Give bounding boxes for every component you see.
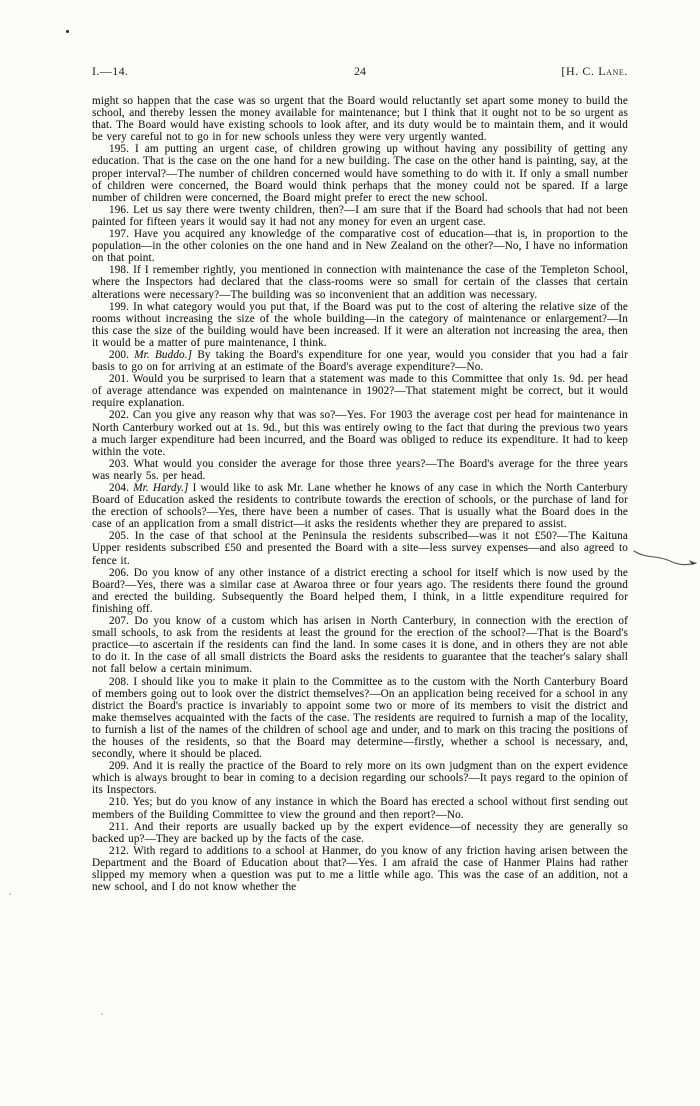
paragraph-211: 211. And their reports are usually backed up by the expert evidence—of necessity they are generally so backed up?—They are backed up by the facts of the case.: [92, 820, 628, 845]
paragraph-195: 195. I am putting an urgent case, of children growing up without having any possibility of getting any education. That is the case on the one hand for a new building. The case on the other hand is painting, say, at the proper interval?—The number of children concerned would have something to do with it. If only a small number of children were concerned, the Board would think perhaps that the money could not be spared. If a large number of children were concerned, the Board might prefer to erect the new school.: [92, 143, 628, 204]
paragraph-209: 209. And it is really the practice of the Board to rely more on its own judgment than on the expert evidence which is always brought to bear in coming to a decision regarding our schools?—It pays regard to the opinion of its Inspectors.: [92, 760, 628, 797]
page-number: 24: [354, 64, 366, 78]
ink-speck: [101, 1013, 104, 1016]
paragraph-201: 201. Would you be surprised to learn that a statement was made to this Committee that only 1s. 9d. per head of average attendance was expended on maintenance in 1902?—That statement might be correct, but it would require explanation.: [92, 373, 628, 410]
paragraph-199: 199. In what category would you put that, if the Board was put to the cost of altering the relative size of the rooms without increasing the size of the whole building—in the category of maintenance or enlargement?—In this case the size of the building would have been increased. If it were an alteration not increasing the area, then it would be a matter of pure maintenance, I think.: [92, 300, 628, 349]
paragraph-210: 210. Yes; but do you know of any instance in which the Board has erected a school without first sending out members of the Building Committee to view the ground and then report?—No.: [92, 796, 628, 821]
speaker-name: Mr. Buddo.]: [134, 348, 193, 361]
paragraph-205: 205. In the case of that school at the Peninsula the residents subscribed—was it not £50?—The Kaituna Upper residents subscribed £50 and presented the Board with a site—less survey expenses—and also agreed to fence it.: [92, 530, 628, 567]
paragraph-203: 203. What would you consider the average for those three years?—The Board's average for the three years was nearly 5s. per head.: [92, 457, 628, 482]
ink-speck: [66, 30, 69, 33]
paragraph-206: 206. Do you know of any other instance of a district erecting a school for itself which is now used by the Board?—Yes, there was a similar case at Awaroa three or four years ago. The residents there found the ground and erected the building. Subsequently the Board helped them, I think, in a little expenditure required for finishing off.: [92, 566, 628, 615]
paragraph-194-continuation: might so happen that the case was so urgent that the Board would reluctantly set apart some money to build the school, and thereby lessen the money available for maintenance; but I think that it ought not to be so urgent as that. The Board would have existing schools to look after, and its duty would be to maintain them, and it would be very careful not to go in for new schools unless they were very urgently wanted.: [92, 95, 628, 144]
paragraph-208: 208. I should like you to make it plain to the Committee as to the custom with the North Canterbury Board of members going out to look over the district themselves?—On an application being received for a school in any district the Board's practice is invariably to appoint some two or more of its members to visit the district and make themselves acquainted with the facts of the case. The residents are required to furnish a map of the locality, to furnish a list of the names of the children of school age and under, and to mark on this tracing the positions of the houses of the residents, so that the Board may determine—firstly, whether a school is necessary, and, secondly, where it should be placed.: [92, 675, 628, 761]
speaker-name: Mr. Hardy.]: [133, 482, 189, 494]
paragraph-212: 212. With regard to additions to a school at Hanmer, do you know of any friction having arisen between the Department and the Board of Education about that?—Yes. I am afraid the case of Hanmer Plains had rather slipped my memory when a question was put to me a little while ago. This was the case of an addition, not a new school, and I do not know whether the: [92, 844, 628, 894]
witness-name: [H. C. Lane.: [561, 64, 628, 78]
paragraph-196: 196. Let us say there were twenty children, then?—I am sure that if the Board had schools that had not been painted for fifteen years it would say it had not any money for even an urgent case.: [92, 203, 628, 228]
paragraph-204: 204. Mr. Hardy.] I would like to ask Mr. Lane whether he knows of any case in which the North Canterbury Board of Education asked the residents to contribute towards the erection of schools, or the purchase of land for the erection of schools?—Yes, there have been a number of cases. That is usually what the Board does in the case of an application from a small district—it asks the residents whether they are prepared to assist.: [92, 482, 629, 531]
ink-speck: [9, 893, 11, 895]
running-header: [92, 64, 628, 80]
paragraph-202: 202. Can you give any reason why that was so?—Yes. For 1903 the average cost per head for maintenance in North Canterbury worked out at 1s. 9d., but this was entirely owing to the fact that during the previous two years a much larger expenditure had been incurred, and the Board was obliged to reduce its expenditure. It had to keep within the vote.: [92, 409, 628, 458]
paragraph-207: 207. Do you know of a custom which has arisen in North Canterbury, in connection with the erection of small schools, to ask from the residents at least the ground for the erection of the school?—That is the Board's practice—to ascertain if the residents can find the land. In some cases it is done, and in others they are not able to do it. In the case of all small districts the Board asks the residents to guarantee that the teacher's salary shall not fall below a certain minimum.: [92, 615, 628, 676]
paper-number: I.—14.: [92, 64, 129, 78]
body-text: [92, 95, 628, 893]
paragraph-198: 198. If I remember rightly, you mentioned in connection with maintenance the case of the Templeton School, where the Inspectors had declared that the class-rooms were so small for certain of the classes that certain alterations were necessary?—The building was so inconvenient that an addition was necessary.: [92, 264, 628, 301]
paragraph-200: 200. Mr. Buddo.] By taking the Board's expenditure for one year, would you consider that you had a fair basis to go on for arriving at an estimate of the Board's average expenditure?—No.: [92, 348, 628, 374]
pen-stroke: [630, 543, 700, 583]
paragraph-197: 197. Have you acquired any knowledge of the comparative cost of education—that is, in proportion to the population—in the other colonies on the one hand and in New Zealand on the other?—No, I have no information on that point.: [92, 228, 628, 265]
